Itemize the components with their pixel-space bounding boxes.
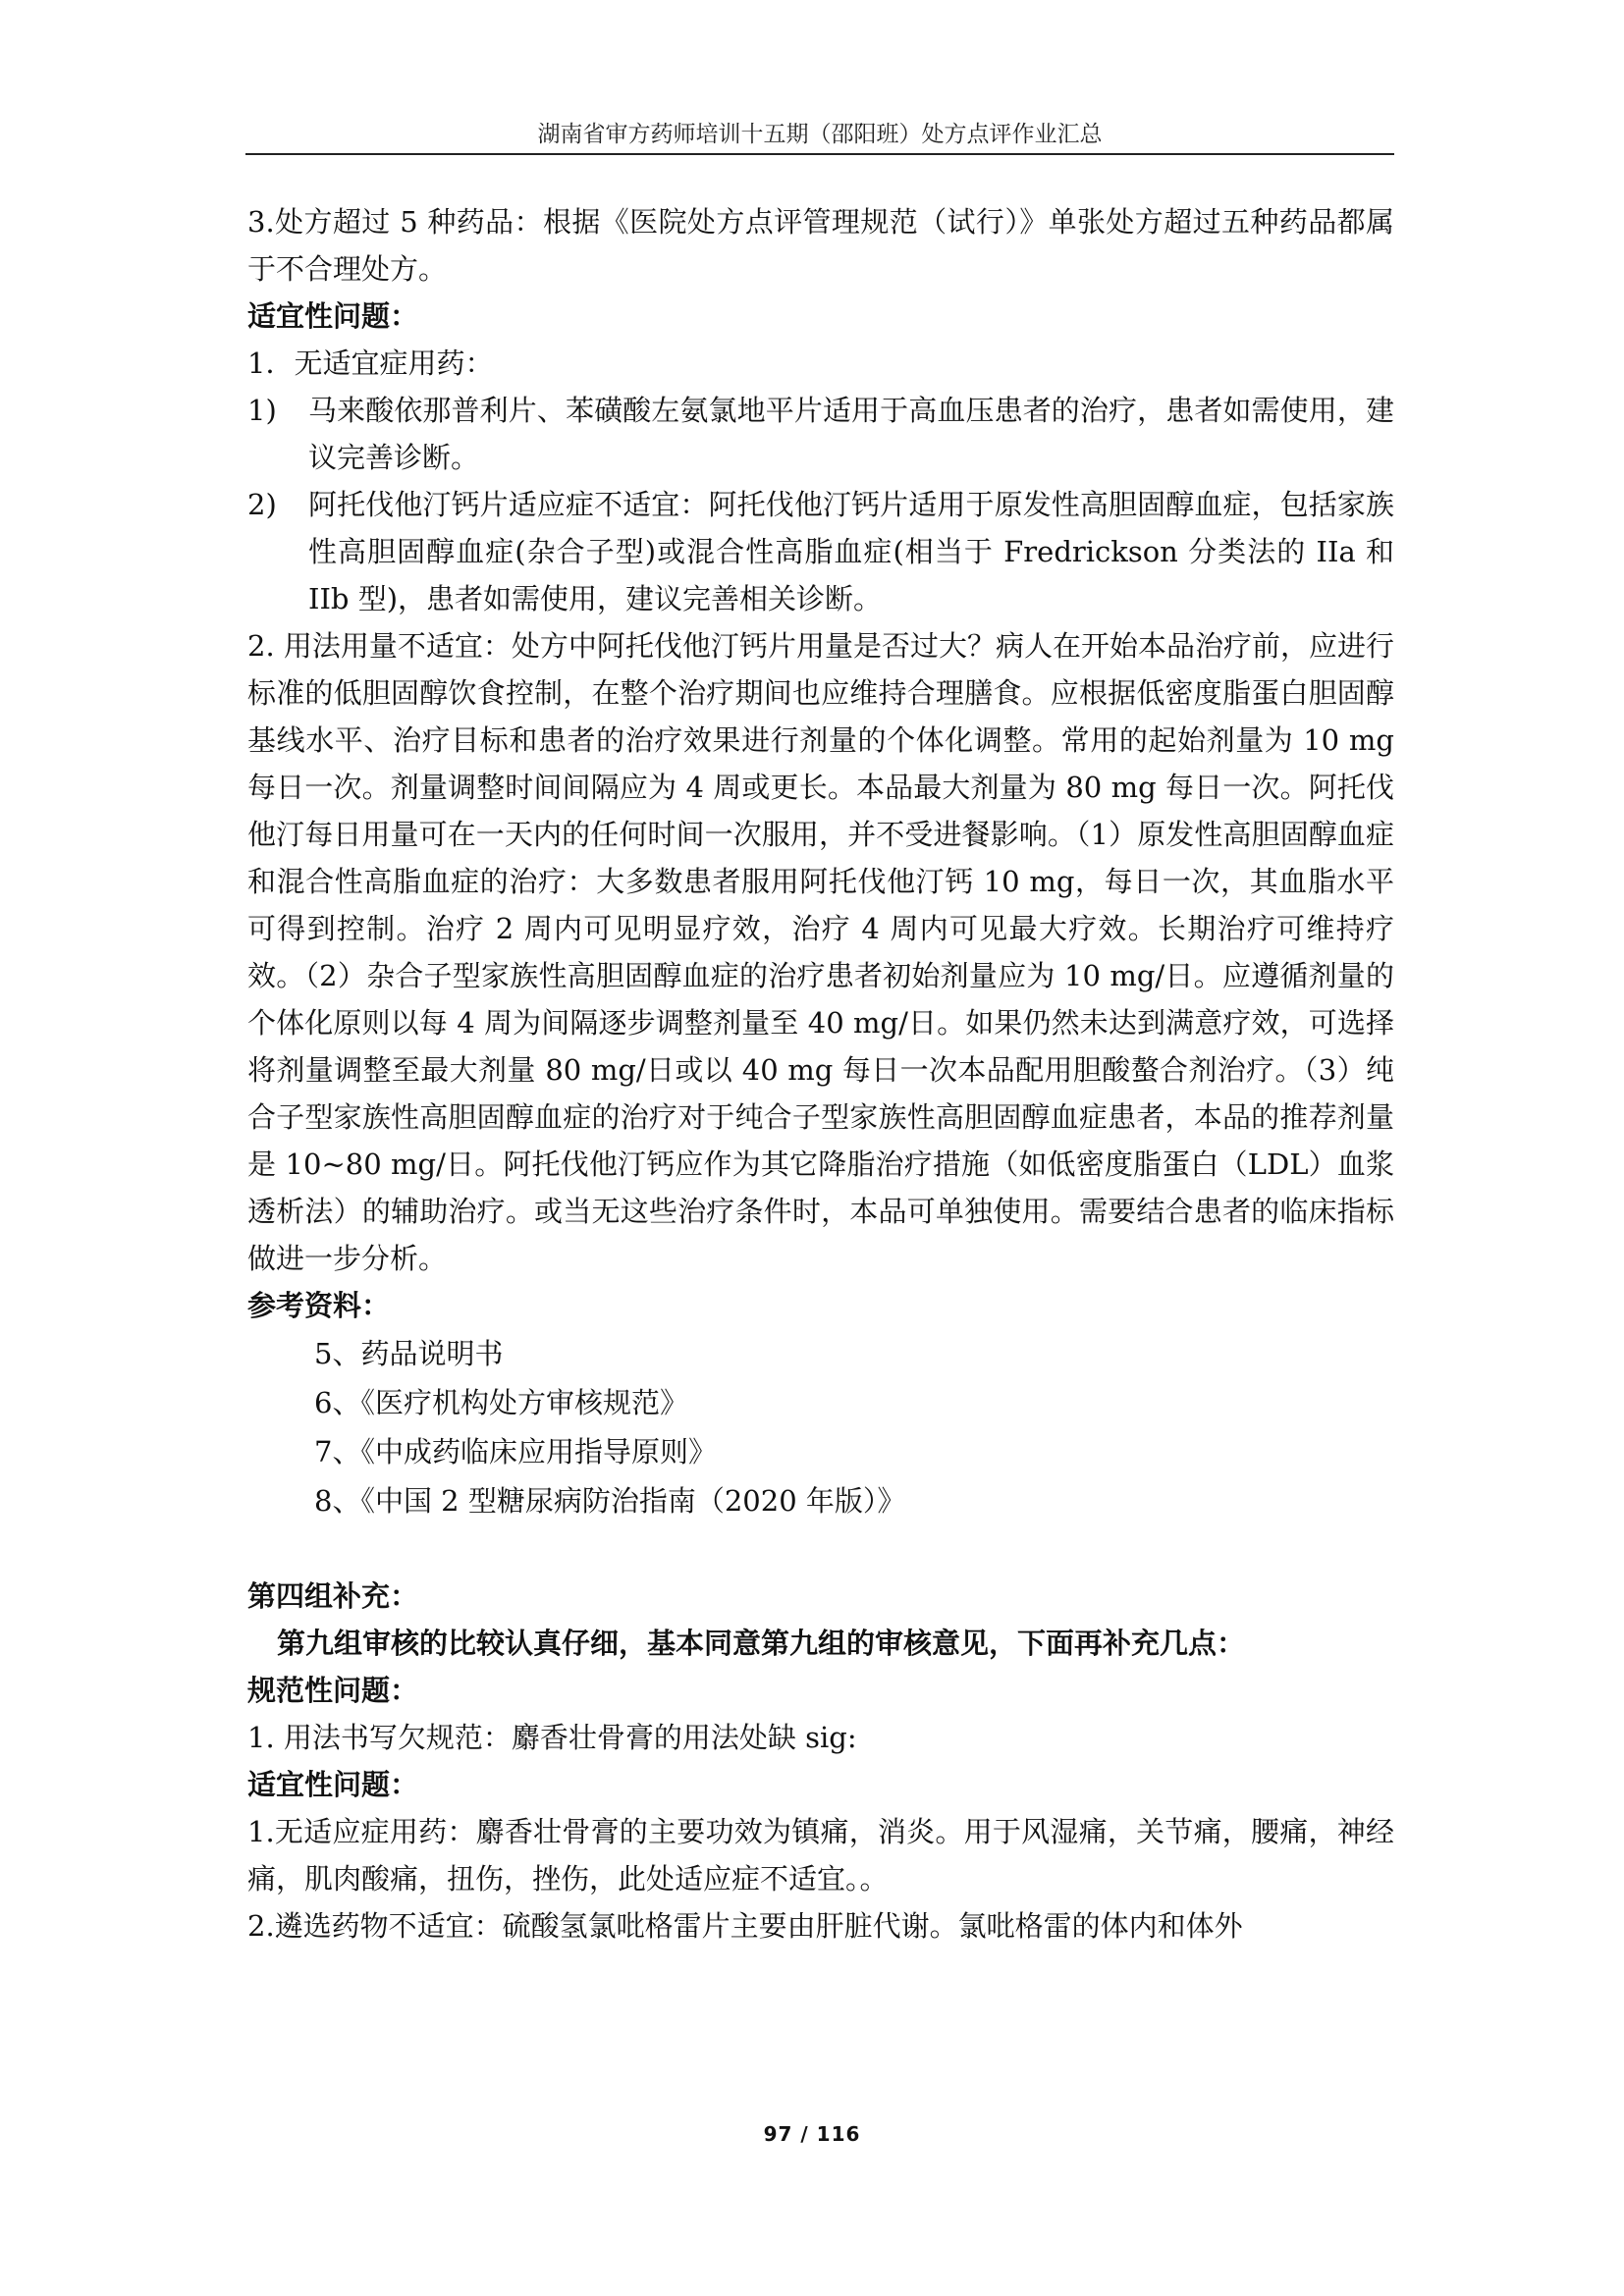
list-item-text: 马来酸依那普利片、苯磺酸左氨氯地平片适用于高血压患者的治疗，患者如需使用，建议完善诊断。 (308, 394, 1394, 474)
subheading-no-indication: 1．无适宜症用药： (247, 347, 494, 380)
heading-references: 参考资料： (247, 1289, 391, 1322)
reference-item: 5、药品说明书 (314, 1337, 504, 1370)
page-number: 97 / 116 (763, 2122, 861, 2146)
reference-item: 6、《医疗机构处方审核规范》 (314, 1386, 688, 1419)
group4-intro: 第九组审核的比较认真仔细，基本同意第九组的审核意见，下面再补充几点： (277, 1627, 1246, 1660)
heading-group4: 第四组补充： (247, 1579, 419, 1613)
suitability-item-2: 2.遴选药物不适宜：硫酸氢氯吡格雷片主要由肝脏代谢。氯吡格雷的体内和体外 (247, 1909, 1243, 1943)
suitability-item-1: 1.无适应症用药：麝香壮骨膏的主要功效为镇痛，消炎。用于风湿痛，关节痛，腰痛，神经痛，肌肉酸痛，扭伤，挫伤，此处适应症不适宜。。 (247, 1815, 1394, 1896)
heading-normative: 规范性问题： (247, 1674, 419, 1707)
reference-item: 8、《中国 2 型糖尿病防治指南（2020 年版）》 (314, 1484, 906, 1518)
list-item-number: 2) (247, 488, 277, 521)
header-rule (245, 153, 1394, 155)
spacer (247, 1525, 1394, 1573)
document-body (247, 198, 1394, 1949)
list-item (247, 387, 1394, 481)
page-header: 湖南省审方药师培训十五期（邵阳班）处方点评作业汇总 (537, 122, 1103, 147)
normative-item: 1. 用法书写欠规范：麝香壮骨膏的用法处缺 sig: (247, 1721, 857, 1754)
paragraph-item3: 3.处方超过 5 种药品：根据《医院处方点评管理规范（试行）》单张处方超过五种药品都属于不合理处方。 (247, 205, 1394, 286)
list-item (247, 481, 1394, 622)
reference-item: 7、《中成药临床应用指导原则》 (314, 1435, 717, 1468)
list-item-number: 1) (247, 394, 277, 427)
heading-suitability-2: 适宜性问题： (247, 1768, 419, 1801)
paragraph-dosage: 2. 用法用量不适宜：处方中阿托伐他汀钙片用量是否过大？病人在开始本品治疗前，应进行标准的低胆固醇饮食控制，在整个治疗期间也应维持合理膳食。应根据低密度脂蛋白胆固醇基线水平、治疗目标和患者的治疗效果进行剂量的个体化调整。常用的起始剂量为 10 mg 每日一次。剂量调整时间间隔应为 4 周或更长。本品最大剂量为 80 mg 每日一次。阿托伐他汀每日用量可在一天内的任何时间一次服用，并不受进餐影响。（1）原发性高胆固醇血症和混合性高脂血症的治疗：大多数患者服用阿托伐他汀钙 10 mg，每日一次，其血脂水平可得到控制。治疗 2 周内可见明显疗效，治疗 4 周内可见最大疗效。长期治疗可维持疗效。（2）杂合子型家族性高胆固醇血症的治疗患者初始剂量应为 10 mg/日。应遵循剂量的个体化原则以每 4 周为间隔逐步调整剂量至 40 mg/日。如果仍然未达到满意疗效，可选择将剂量调整至最大剂量 80 mg/日或以 40 mg 每日一次本品配用胆酸螯合剂治疗。（3）纯合子型家族性高胆固醇血症的治疗对于纯合子型家族性高胆固醇血症患者，本品的推荐剂量是 10~80 mg/日。阿托伐他汀钙应作为其它降脂治疗措施（如低密度脂蛋白（LDL）血浆透析法）的辅助治疗。或当无这些治疗条件时，本品可单独使用。需要结合患者的临床指标做进一步分析。 (247, 629, 1394, 1275)
heading-suitability: 适宜性问题： (247, 299, 419, 333)
list-item-text: 阿托伐他汀钙片适应症不适宜：阿托伐他汀钙片适用于原发性高胆固醇血症，包括家族性高胆固醇血症(杂合子型)或混合性高脂血症(相当于 Fredrickson 分类法的 IIa 和 IIb 型)，患者如需使用，建议完善相关诊断。 (308, 488, 1394, 615)
